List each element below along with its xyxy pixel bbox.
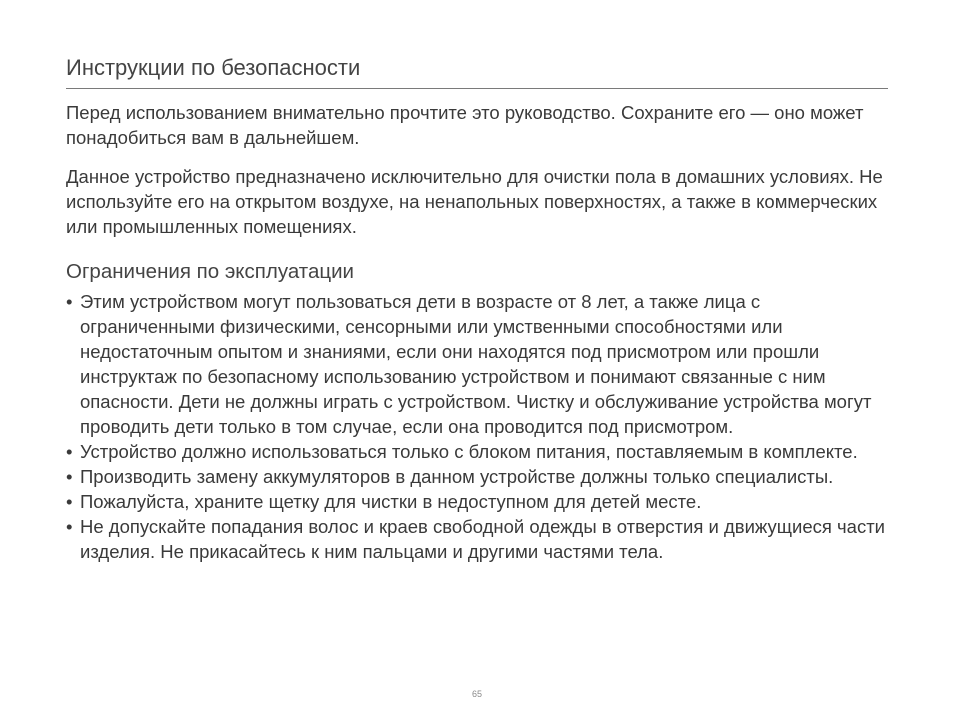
bullet-icon: • bbox=[66, 516, 73, 537]
list-item-text: Не допускайте попадания волос и краев свободной одежды в отверстия и движущиеся части изделия. Не прикасайтесь к ним пальцами и другими частями тела. bbox=[80, 516, 886, 562]
page-title: Инструкции по безопасности bbox=[66, 55, 361, 80]
bullet-icon: • bbox=[66, 466, 73, 487]
bullet-icon: • bbox=[66, 441, 73, 462]
manual-page bbox=[66, 0, 890, 727]
list-item-text: Этим устройством могут пользоваться дети в возрасте от 8 лет, а также лица с ограниченными физическими, сенсорными или умственными способностями или недостаточным опытом и знаниями, если они находятся под присмотром или прошли инструктаж по безопасному использованию устройством и понимают связанные с ним опасности. Дети не должны играть с устройством. Чистку и обслуживание устройства могут проводить дети только в том случае, если она проводится под присмотром. bbox=[80, 291, 872, 437]
list-item bbox=[66, 514, 890, 564]
list-item bbox=[66, 439, 890, 464]
bullet-icon: • bbox=[66, 491, 73, 512]
restrictions-list bbox=[66, 289, 890, 564]
list-item bbox=[66, 464, 890, 489]
usage-paragraph: Данное устройство предназначено исключительно для очистки пола в домашних условиях. Не используйте его на открытом воздухе, на ненапольных поверхностях, а также в коммерческих или промышленных помещениях. bbox=[66, 166, 883, 237]
page-number: 65 bbox=[471, 689, 482, 699]
list-item bbox=[66, 489, 890, 514]
list-item-text: Производить замену аккумуляторов в данном устройстве должны только специалисты. bbox=[80, 466, 834, 487]
intro-paragraph: Перед использованием внимательно прочтите это руководство. Сохраните его — оно может понадобиться вам в дальнейшем. bbox=[66, 102, 864, 148]
bullet-icon: • bbox=[66, 291, 73, 312]
list-item bbox=[66, 289, 890, 439]
section-title: Ограничения по эксплуатации bbox=[66, 260, 354, 283]
list-item-text: Пожалуйста, храните щетку для чистки в недоступном для детей месте. bbox=[80, 491, 702, 512]
title-divider bbox=[66, 88, 888, 89]
list-item-text: Устройство должно использоваться только с блоком питания, поставляемым в комплекте. bbox=[80, 441, 858, 462]
